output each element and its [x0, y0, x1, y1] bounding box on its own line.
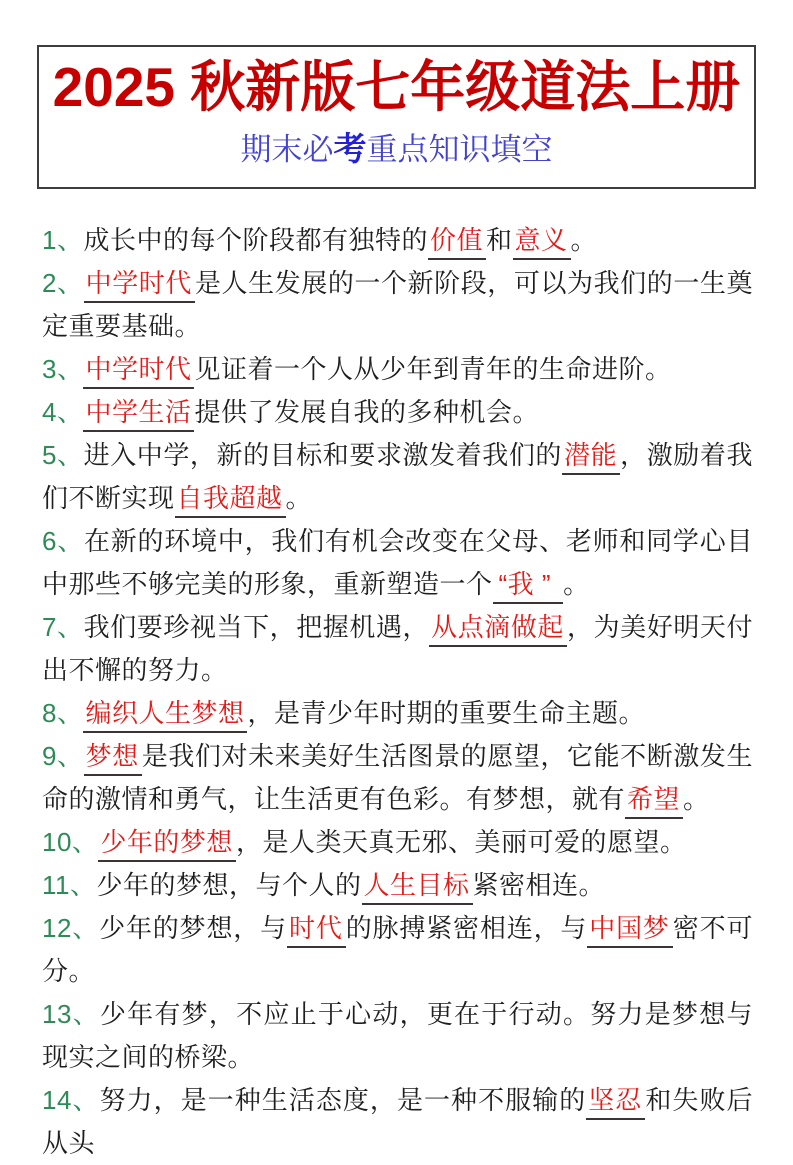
highlighted-term: 人生目标	[362, 870, 473, 905]
list-item	[42, 606, 753, 692]
item-number: 12、	[42, 912, 100, 943]
text-run: 。	[563, 568, 590, 599]
highlighted-term: 梦想	[84, 741, 142, 776]
highlighted-term: 中学时代	[84, 268, 195, 303]
list-item	[42, 735, 753, 821]
subtitle-text-pre: 期末必	[240, 131, 334, 167]
title-box	[37, 45, 756, 189]
list-item	[42, 520, 753, 606]
text-run: 是我们对未来美好生活图景的愿望，它能不断激发生命的激情和勇气，让生活更有色彩。有梦想，就有	[42, 740, 753, 814]
highlighted-term: 从点滴做起	[429, 612, 567, 647]
item-number: 6、	[42, 525, 84, 556]
item-number: 3、	[42, 353, 84, 384]
text-run: 。	[285, 482, 313, 513]
highlighted-term: 潜能	[562, 440, 620, 475]
highlighted-term: 编织人生梦想	[83, 698, 247, 733]
text-run: 。	[683, 783, 710, 814]
subtitle-bold-char: 考	[333, 129, 367, 167]
highlighted-term: 意义	[513, 225, 571, 260]
item-number: 13、	[42, 998, 100, 1029]
item-number: 14、	[42, 1084, 100, 1115]
list-item	[42, 907, 753, 993]
text-run: 的脉搏紧密相连，与	[345, 912, 588, 943]
text-run: ，是人类天真无邪、美丽可爱的愿望。	[235, 826, 687, 857]
highlighted-term: “我 ”	[493, 569, 564, 604]
item-number: 9、	[42, 740, 84, 771]
text-run: 是人生发展的一个新阶段，可以为我们的一生奠定重要基础。	[42, 267, 753, 341]
item-number: 8、	[42, 697, 84, 728]
text-run: 密不可分。	[42, 912, 753, 986]
item-number: 4、	[42, 396, 84, 427]
highlighted-term: 坚忍	[586, 1085, 645, 1120]
page-subtitle	[43, 128, 750, 171]
text-run: 努力，是一种生活态度，是一种不服输的	[99, 1084, 587, 1115]
text-run: ，为美好明天付出不懈的努力。	[42, 611, 753, 685]
list-item	[42, 993, 753, 1079]
text-run: 成长中的每个阶段都有独特的	[83, 224, 428, 255]
highlighted-term: 时代	[287, 913, 346, 948]
list-item	[42, 434, 753, 520]
list-item	[42, 692, 753, 735]
text-run: 。	[570, 224, 598, 255]
item-number: 11、	[42, 869, 97, 900]
list-item	[42, 219, 753, 262]
list-item	[42, 391, 753, 434]
item-number: 5、	[42, 439, 84, 470]
highlighted-term: 中国梦	[587, 913, 673, 948]
text-run: 提供了发展自我的多种机会。	[194, 396, 539, 427]
text-run: ，是青少年时期的重要生命主题。	[247, 697, 645, 728]
item-number: 10、	[42, 826, 99, 857]
highlighted-term: 少年的梦想	[98, 827, 236, 862]
highlighted-term: 价值	[428, 225, 486, 260]
item-number: 2、	[42, 267, 84, 298]
text-run: 见证着一个人从少年到青年的生命进阶。	[194, 353, 672, 384]
text-run: 少年的梦想，与	[99, 912, 287, 943]
text-run: 和	[486, 224, 513, 255]
text-run: 和失败后从头	[42, 1084, 753, 1158]
text-run: 紧密相连。	[472, 869, 606, 900]
highlighted-term: 自我超越	[175, 483, 286, 518]
highlighted-term: 希望	[625, 784, 683, 819]
text-run: 少年有梦，不应止于心动，更在于行动。努力是梦想与现实之间的桥梁。	[42, 998, 753, 1072]
text-run: ，激励着我们不断实现	[42, 439, 753, 513]
list-item	[42, 864, 753, 907]
text-run: 我们要珍视当下，把握机遇，	[83, 611, 430, 642]
content-list	[42, 219, 753, 1165]
list-item	[42, 262, 753, 348]
list-item	[42, 821, 753, 864]
highlighted-term: 中学时代	[83, 354, 194, 389]
text-run: 进入中学，新的目标和要求激发着我们的	[83, 439, 562, 470]
item-number: 1、	[42, 224, 84, 255]
item-number: 7、	[42, 611, 84, 642]
text-run: 在新的环境中，我们有机会改变在父母、老师和同学心目中那些不够完美的形象，重新塑造一个	[42, 525, 753, 599]
list-item	[42, 348, 753, 391]
highlighted-term: 中学生活	[83, 397, 194, 432]
page-title: 2025 秋新版七年级道法上册	[52, 56, 741, 118]
text-run: 少年的梦想，与个人的	[96, 869, 362, 900]
subtitle-text-post: 重点知识填空	[366, 131, 553, 167]
